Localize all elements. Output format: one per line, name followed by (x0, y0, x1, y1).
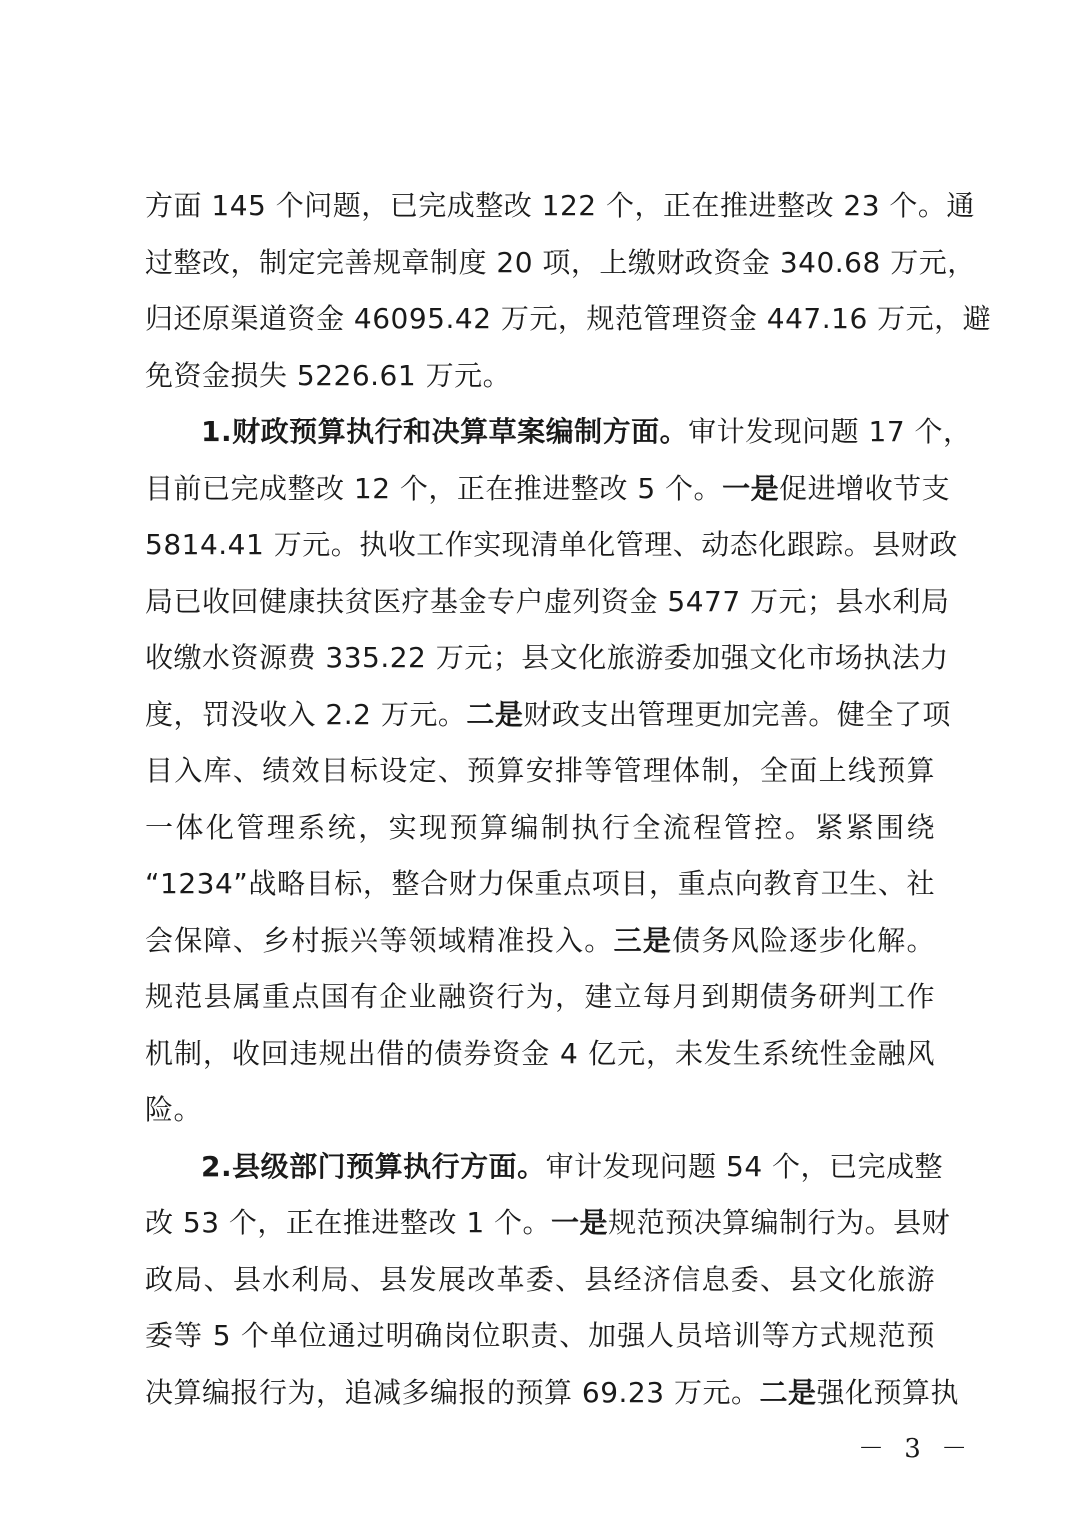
text-line: 度，罚没收入 2.2 万元。二是财政支出管理更加完善。健全了项 (145, 697, 951, 731)
point-marker: 二是 (466, 697, 524, 731)
text-line: 改 53 个，正在推进整改 1 个。一是规范预决算编制行为。县财 (145, 1206, 951, 1239)
text-line: 目入库、绩效目标设定、预算安排等管理体制，全面上线预算 (145, 754, 935, 787)
text-line: 险。 (145, 1093, 203, 1126)
text-line: 2.县级部门预算执行方面。审计发现问题 54 个，已完成整 (201, 1149, 944, 1183)
text-line: 收缴水资源费 335.22 万元；县文化旅游委加强文化市场执法力 (145, 641, 949, 674)
text-line: 目前已完成整改 12 个，正在推进整改 5 个。一是促进增收节支 (145, 471, 951, 505)
point-marker: 一是 (551, 1206, 609, 1239)
text-line: 1.财政预算执行和决算草案编制方面。审计发现问题 17 个， (201, 415, 972, 448)
text-line: 决算编报行为，追减多编报的预算 69.23 万元。二是强化预算执 (145, 1375, 959, 1409)
text-line: 过整改，制定完善规章制度 20 项，上缴财政资金 340.68 万元， (145, 245, 976, 279)
text-line: 免资金损失 5226.61 万元。 (145, 358, 512, 392)
text-line: 5814.41 万元。执收工作实现清单化管理、动态化跟踪。县财政 (145, 528, 958, 561)
section-heading: 1.财政预算执行和决算草案编制方面。 (201, 415, 689, 448)
text-line: 规范县属重点国有企业融资行为，建立每月到期债务研判工作 (145, 980, 935, 1013)
text-line: 方面 145 个问题，已完成整改 122 个，正在推进整改 23 个。通 (145, 189, 975, 222)
section-heading: 2.县级部门预算执行方面。 (201, 1149, 546, 1183)
point-marker: 二是 (759, 1375, 817, 1409)
text-line: 机制，收回违规出借的债券资金 4 亿元，未发生系统性金融风 (145, 1036, 935, 1070)
point-marker: 三是 (613, 923, 673, 957)
page-number: － 3 － (858, 1434, 974, 1464)
text-line: 会保障、乡村振兴等领域精准投入。三是债务风险逐步化解。 (145, 923, 935, 957)
text-line: 局已收回健康扶贫医疗基金专户虚列资金 5477 万元；县水利局 (145, 584, 950, 618)
body-text (145, 178, 992, 1421)
text-line: 一体化管理系统，实现预算编制执行全流程管控。紧紧围绕 (145, 810, 935, 844)
text-line: 委等 5 个单位通过明确岗位职责、加强人员培训等方式规范预 (145, 1319, 935, 1352)
text-line: 政局、县水利局、县发展改革委、县经济信息委、县文化旅游 (145, 1262, 935, 1296)
text-line: “1234”战略目标，整合财力保重点项目，重点向教育卫生、社 (145, 867, 935, 900)
text-line: 归还原渠道资金 46095.42 万元，规范管理资金 447.16 万元，避 (145, 302, 992, 335)
point-marker: 一是 (722, 471, 780, 505)
